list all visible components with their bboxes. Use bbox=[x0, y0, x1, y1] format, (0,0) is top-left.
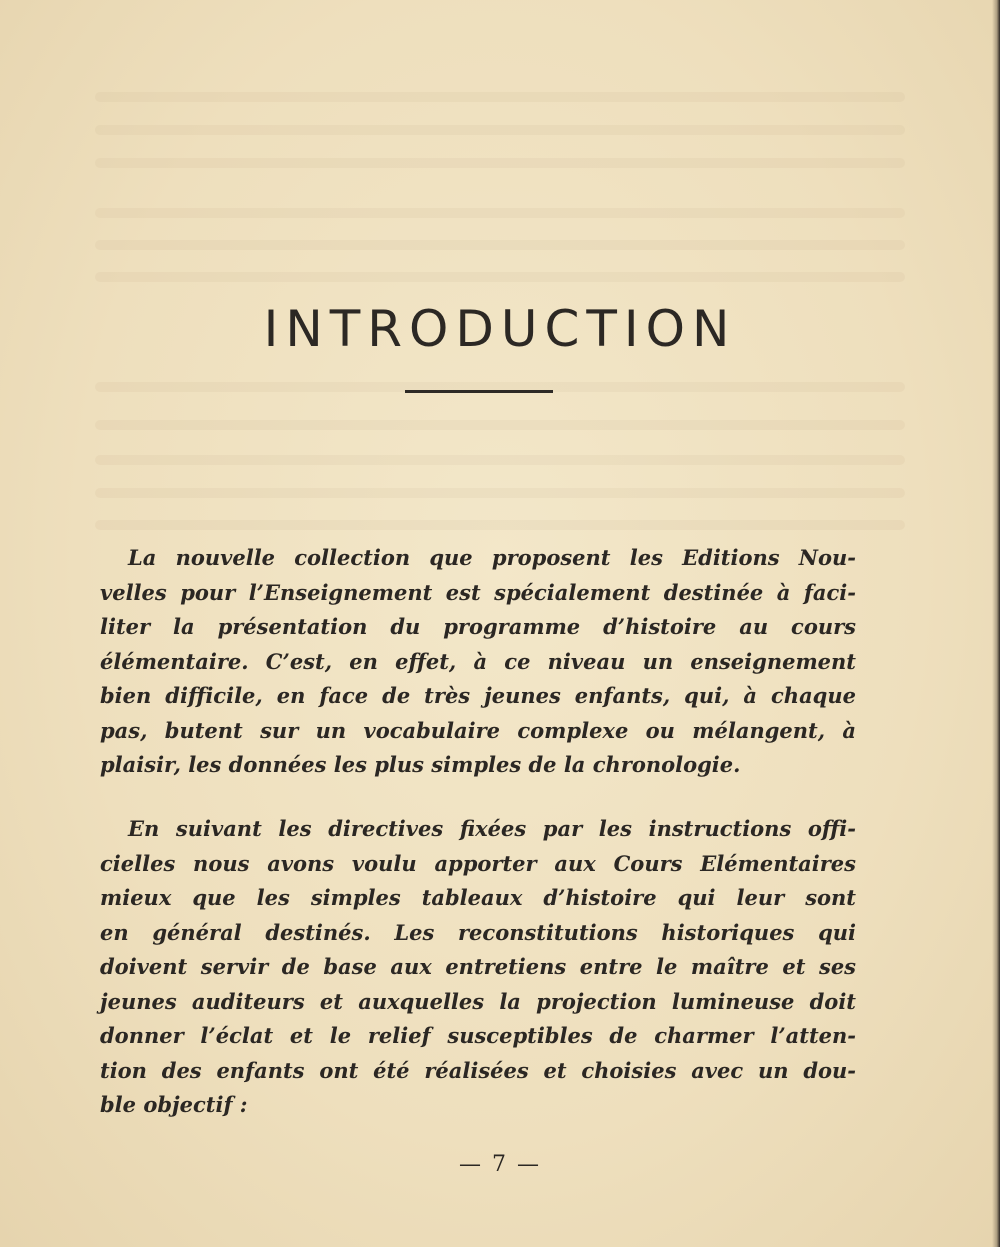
page-number: — 7 — bbox=[459, 1152, 541, 1177]
text-line: tion des enfants ont été réalisées et choisies avec un dou- bbox=[100, 1057, 856, 1083]
text-line: pas, butent sur un vocabulaire complexe ou mélangent, à bbox=[100, 717, 856, 743]
text-line: donner l’éclat et le relief susceptibles de charmer l’atten- bbox=[100, 1023, 856, 1048]
bleed-through-line bbox=[95, 455, 905, 465]
text-line: plaisir, les données les plus simples de la chronologie. bbox=[100, 752, 741, 777]
paragraph-1 bbox=[100, 541, 856, 783]
text-line: liter la présentation du programme d’histoire au cours bbox=[100, 614, 856, 639]
text-line: La nouvelle collection que proposent les Editions Nou- bbox=[128, 545, 856, 570]
text-line: cielles nous avons voulu apporter aux Cours Elémentaires bbox=[100, 850, 856, 876]
page-edge-shadow bbox=[992, 0, 1000, 1247]
text-line: en général destinés. Les reconstitutions historiques qui bbox=[100, 919, 856, 945]
bleed-through-line bbox=[95, 420, 905, 430]
paragraph-2 bbox=[100, 812, 856, 1123]
bleed-through-line bbox=[95, 488, 905, 498]
bleed-through-line bbox=[95, 158, 905, 168]
bleed-through-line bbox=[95, 92, 905, 102]
text-line: jeunes auditeurs et auxquelles la projection lumineuse doit bbox=[100, 988, 856, 1014]
text-line: bien difficile, en face de très jeunes enfants, qui, à chaque bbox=[100, 683, 856, 708]
text-line: ble objectif : bbox=[100, 1092, 248, 1117]
title-divider bbox=[405, 390, 553, 393]
bleed-through-line bbox=[95, 240, 905, 250]
bleed-through-line bbox=[95, 520, 905, 530]
bleed-through-line bbox=[95, 208, 905, 218]
page-title: INTRODUCTION bbox=[263, 300, 737, 358]
bleed-through-line bbox=[95, 125, 905, 135]
text-line: velles pour l’Enseignement est spécialement destinée à faci- bbox=[100, 579, 856, 605]
bleed-through-line bbox=[95, 272, 905, 282]
text-line: En suivant les directives fixées par les instructions offi- bbox=[128, 816, 856, 841]
text-line: mieux que les simples tableaux d’histoire qui leur sont bbox=[100, 885, 856, 910]
text-line: élémentaire. C’est, en effet, à ce niveau un enseignement bbox=[100, 648, 856, 674]
text-line: doivent servir de base aux entretiens entre le maître et ses bbox=[100, 954, 856, 979]
